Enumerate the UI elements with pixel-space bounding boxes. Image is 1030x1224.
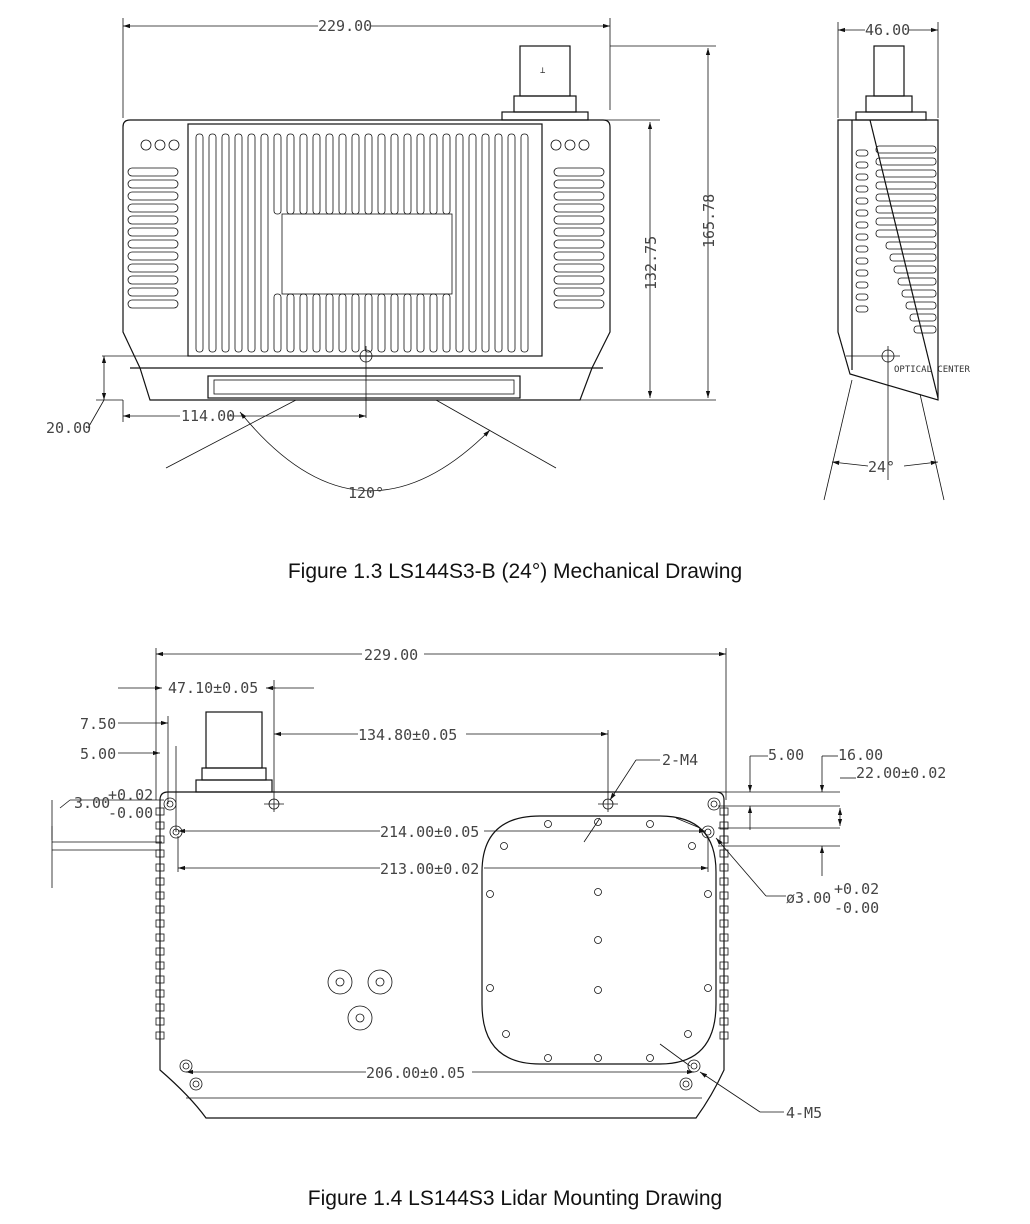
dist-206-label: 206.00±0.05 <box>366 1064 466 1082</box>
hole-tol-base: 3.00 <box>74 794 111 812</box>
side-width-label: 46.00 <box>865 21 911 39</box>
phi-plus-label: +0.02 <box>834 880 880 898</box>
connector <box>502 46 588 120</box>
figure-1-3-caption: Figure 1.3 LS144S3-B (24°) Mechanical Drawing <box>287 560 743 583</box>
mounting-view <box>52 646 946 1122</box>
d500-right-label: 5.00 <box>768 746 805 764</box>
lidar-window <box>208 376 520 398</box>
tilt-angle-label: 24° <box>868 458 896 476</box>
body-height-label: 132.75 <box>642 235 660 290</box>
offset-x-label: 114.00 <box>181 407 236 425</box>
mount-connector <box>206 712 262 768</box>
hole-tol-plus: +0.02 <box>108 786 154 804</box>
front-width-label: 229.00 <box>318 17 373 35</box>
d750-label: 7.50 <box>80 715 117 733</box>
hole-tol-minus: -0.00 <box>108 804 154 822</box>
dist-213-label: 213.00±0.02 <box>380 860 480 878</box>
phi-minus-label: -0.00 <box>834 899 880 917</box>
offset-y-label: 20.00 <box>46 419 92 437</box>
figure-1-4-caption: Figure 1.4 LS144S3 Lidar Mounting Drawing <box>307 1187 723 1210</box>
dist-214-label: 214.00±0.05 <box>380 823 480 841</box>
cooling-fins <box>196 134 528 352</box>
fov-angle-label: 120° <box>348 484 385 502</box>
total-height-label: 165.78 <box>700 193 718 248</box>
optical-center-label: OPTICAL CENTER <box>894 365 970 375</box>
svg-text:⊥: ⊥ <box>540 66 546 76</box>
d1600-label: 16.00 <box>838 746 884 764</box>
side-view <box>824 21 970 500</box>
d2200-label: 22.00±0.02 <box>856 764 947 782</box>
d500-left-label: 5.00 <box>80 745 117 763</box>
mounting-holes <box>164 798 720 1090</box>
phi-base-label: ø3.00 <box>786 889 832 907</box>
mount-width-label: 229.00 <box>364 646 419 664</box>
m4-label: 2-M4 <box>662 751 699 769</box>
m5-label: 4-M5 <box>786 1104 823 1122</box>
window-plate <box>482 816 716 1064</box>
dist-134-label: 134.80±0.05 <box>358 726 458 744</box>
connector-pos-label: 47.10±0.05 <box>168 679 259 697</box>
front-view <box>46 17 718 502</box>
